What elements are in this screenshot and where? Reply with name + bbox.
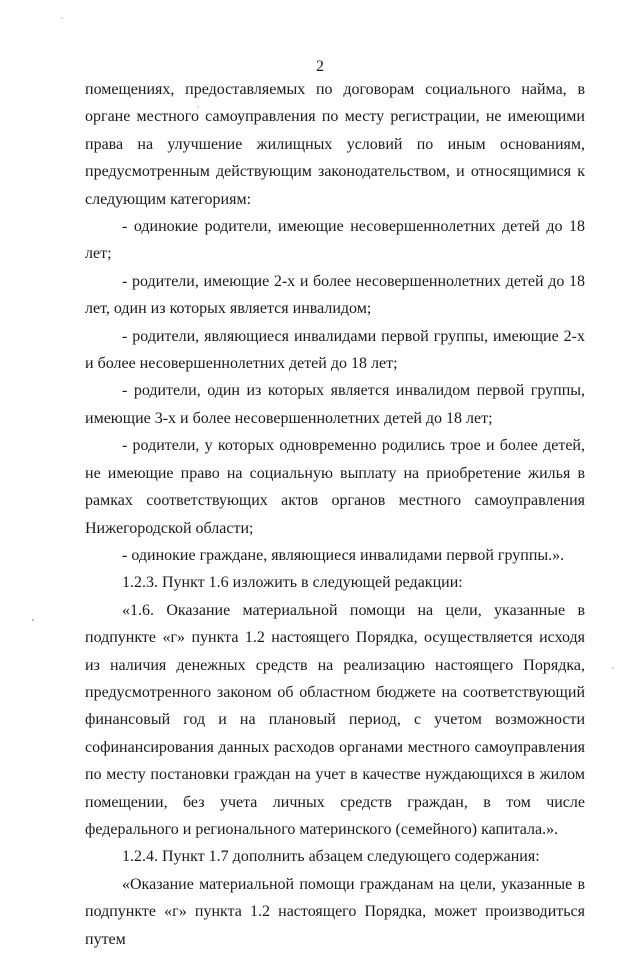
list-item-parents-disabled-child: - родители, имеющие 2-х и более несовершеннолетних детей до 18 лет, один из которых является инвалидом; bbox=[85, 272, 585, 318]
clause-1-7-addition: «Оказание материальной помощи гражданам на цели, указанные в подпункте «г» пункта 1.2 настоящего Порядка, может производиться путем bbox=[85, 875, 585, 948]
list-item-one-parent-disabled: - родители, один из которых является инвалидом первой группы, имеющие 3-х и более несовершеннолетних детей до 18 лет; bbox=[85, 382, 585, 427]
clause-1-2-4-heading: 1.2.4. Пункт 1.7 дополнить абзацем следующего содержания: bbox=[122, 848, 540, 866]
list-item-single-parents: - одинокие родители, имеющие несовершеннолетних детей до 18 лет; bbox=[85, 218, 585, 263]
clause-1-2-3-heading: 1.2.3. Пункт 1.6 изложить в следующей редакции: bbox=[122, 574, 463, 592]
list-item-single-disabled-citizens: - одинокие граждане, являющиеся инвалидами первой группы.». bbox=[122, 546, 565, 564]
list-item-disabled-parents: - родители, являющиеся инвалидами первой группы, имеющие 2-х и более несовершеннолетних детей до 18 лет; bbox=[85, 327, 585, 373]
list-item-triplets-parents: - родители, у которых одновременно родились трое и более детей, не имеющие право на социальную выплату на приобретение жилья в рамках соответствующих актов органов местного самоуправления Нижегородской области; bbox=[85, 437, 585, 537]
document-body bbox=[85, 76, 585, 953]
page-number: 2 bbox=[316, 58, 324, 75]
paragraph-continuation: помещениях, предоставляемых по договорам социального найма, в органе местного самоуправления по месту регистрации, не имеющими права на улучшение жилищных условий по иным основаниям, предусмотренным действующим законодательством, и относящимися к следующим категориям: bbox=[85, 81, 585, 208]
clause-1-6-text: «1.6. Оказание материальной помощи на цели, указанные в подпункте «г» пункта 1.2 настоящего Порядка, осуществляется исходя из наличия денежных средств на реализацию настоящего Порядка, предусмотренного законом об областном бюджете на соответствующий финансовый год и на плановый период, с учетом возможности софинансирования данных расходов органами местного самоуправления по месту постановки граждан на учет в качестве нуждающихся в жилом помещении, без учета личных средств граждан, в том числе федерального и регионального материнского (семейного) капитала.». bbox=[85, 601, 585, 838]
